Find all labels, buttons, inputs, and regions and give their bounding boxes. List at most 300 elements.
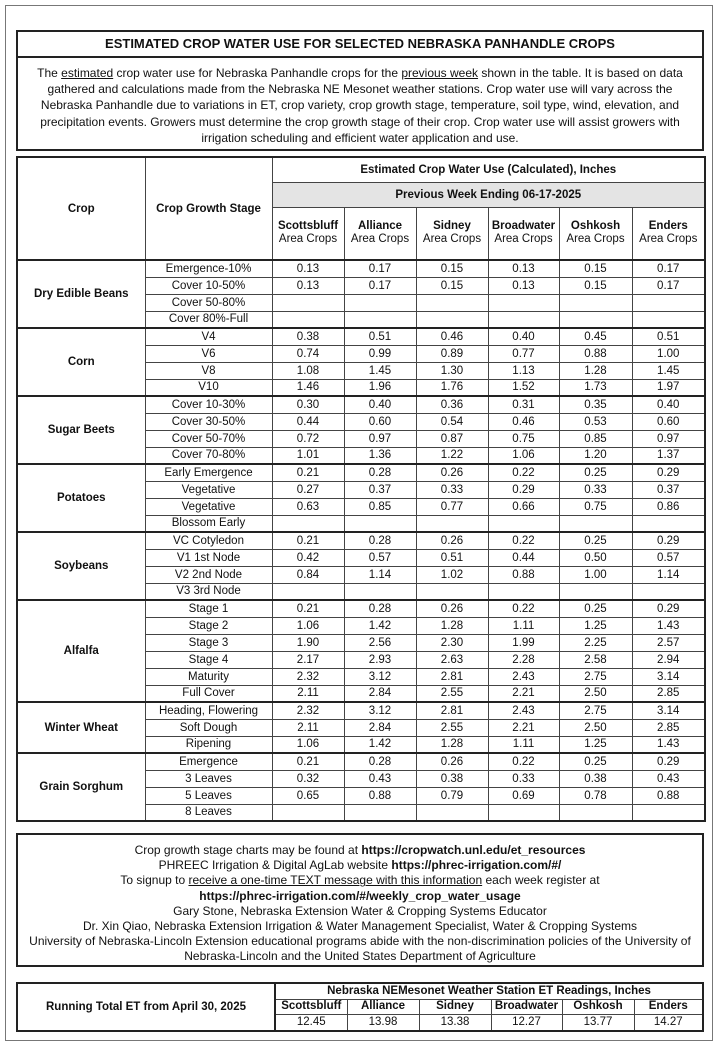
crop-water-use-table	[16, 156, 706, 822]
water-use-value: 0.87	[416, 430, 488, 447]
week-header: Previous Week Ending 06-17-2025	[272, 182, 705, 207]
water-use-value: 2.21	[488, 719, 559, 736]
growth-stage: V3 3rd Node	[145, 583, 272, 600]
water-use-value: 1.13	[488, 362, 559, 379]
station-header	[344, 207, 416, 260]
station-header	[272, 207, 344, 260]
water-use-value: 1.52	[488, 379, 559, 396]
crop-name: Grain Sorghum	[17, 753, 145, 821]
station-name: Scottsbluff	[277, 220, 339, 233]
table-row	[17, 702, 705, 719]
water-use-value: 1.37	[632, 447, 705, 464]
water-use-value: 0.43	[344, 770, 416, 787]
water-use-value: 0.99	[344, 345, 416, 362]
growth-stage: Soft Dough	[145, 719, 272, 736]
water-use-value: 0.63	[272, 498, 344, 515]
water-use-value: 0.22	[488, 600, 559, 617]
water-use-value: 0.31	[488, 396, 559, 413]
water-use-value: 3.14	[632, 668, 705, 685]
water-use-value: 0.29	[632, 532, 705, 549]
water-use-value	[416, 583, 488, 600]
water-use-value: 0.51	[632, 328, 705, 345]
water-use-value	[488, 311, 559, 328]
running-station-name: Enders	[634, 999, 702, 1015]
water-use-value: 1.11	[488, 617, 559, 634]
water-use-value: 2.25	[559, 634, 632, 651]
station-name: Sidney	[433, 220, 471, 233]
notes-line	[22, 858, 698, 873]
water-use-value: 2.50	[559, 685, 632, 702]
water-use-value: 1.45	[632, 362, 705, 379]
water-use-value: 0.26	[416, 464, 488, 481]
notes-emphasis: receive a one-time TEXT message with this information	[188, 873, 483, 888]
water-use-value: 2.50	[559, 719, 632, 736]
water-use-value: 2.28	[488, 651, 559, 668]
water-use-value: 0.33	[488, 770, 559, 787]
water-use-value: 0.75	[488, 430, 559, 447]
growth-stage: Cover 80%-Full	[145, 311, 272, 328]
water-use-value: 1.06	[272, 736, 344, 753]
water-use-value: 0.44	[488, 549, 559, 566]
water-use-value: 0.75	[559, 498, 632, 515]
crop-name: Dry Edible Beans	[17, 260, 145, 328]
water-use-value: 0.50	[559, 549, 632, 566]
water-use-value: 0.54	[416, 413, 488, 430]
water-use-value: 1.36	[344, 447, 416, 464]
water-use-value: 2.84	[344, 685, 416, 702]
water-use-value: 2.93	[344, 651, 416, 668]
water-use-value: 1.14	[344, 566, 416, 583]
estimate-header: Estimated Crop Water Use (Calculated), Inches	[272, 157, 705, 182]
water-use-value: 0.60	[344, 413, 416, 430]
running-station-name: Oshkosh	[562, 999, 634, 1015]
water-use-value: 0.22	[488, 464, 559, 481]
water-use-value: 0.37	[344, 481, 416, 498]
notes-box	[16, 833, 704, 967]
water-use-value: 0.32	[272, 770, 344, 787]
water-use-value: 2.85	[632, 719, 705, 736]
water-use-value	[488, 583, 559, 600]
growth-stage: Emergence	[145, 753, 272, 770]
water-use-value: 2.58	[559, 651, 632, 668]
water-use-value	[632, 583, 705, 600]
station-name: Alliance	[357, 220, 403, 233]
intro-paragraph	[26, 65, 694, 146]
water-use-value: 1.06	[272, 617, 344, 634]
water-use-value	[632, 311, 705, 328]
running-total-value: 13.98	[347, 1015, 419, 1030]
crop-name: Alfalfa	[17, 600, 145, 702]
growth-stage: Stage 1	[145, 600, 272, 617]
water-use-value	[272, 583, 344, 600]
water-use-value: 2.56	[344, 634, 416, 651]
water-use-value: 2.94	[632, 651, 705, 668]
water-use-value: 2.57	[632, 634, 705, 651]
water-use-value: 0.29	[632, 753, 705, 770]
specialist-credit: Dr. Xin Qiao, Nebraska Extension Irrigation & Water Management Specialist, Water & Cropping Systems	[82, 919, 637, 934]
running-total-value: 12.45	[275, 1015, 347, 1030]
water-use-value: 1.43	[632, 736, 705, 753]
growth-stage: V4	[145, 328, 272, 345]
water-use-value: 2.84	[344, 719, 416, 736]
water-use-value	[272, 311, 344, 328]
water-use-value: 0.13	[488, 277, 559, 294]
water-use-value: 0.28	[344, 600, 416, 617]
water-use-value: 3.12	[344, 668, 416, 685]
water-use-value	[488, 515, 559, 532]
growth-stage: 5 Leaves	[145, 787, 272, 804]
water-use-value: 2.55	[416, 685, 488, 702]
water-use-value: 1.14	[632, 566, 705, 583]
header-box	[16, 30, 704, 151]
notes-text	[22, 843, 698, 965]
station-subtitle: Area Crops	[422, 233, 482, 246]
water-use-value: 0.38	[559, 770, 632, 787]
water-use-value: 0.26	[416, 753, 488, 770]
station-name: Enders	[648, 220, 688, 233]
growth-stage: V2 2nd Node	[145, 566, 272, 583]
stage-column-header: Crop Growth Stage	[145, 157, 272, 260]
table-row	[17, 532, 705, 549]
water-use-value: 0.22	[488, 532, 559, 549]
water-use-value: 1.00	[559, 566, 632, 583]
water-use-value: 1.42	[344, 617, 416, 634]
growth-stage: V6	[145, 345, 272, 362]
water-use-value: 2.21	[488, 685, 559, 702]
growth-stage: Vegetative	[145, 498, 272, 515]
water-use-value: 0.38	[272, 328, 344, 345]
running-total-table	[18, 984, 702, 1030]
growth-stage: Cover 10-50%	[145, 277, 272, 294]
water-use-value: 2.11	[272, 719, 344, 736]
water-use-value: 0.13	[272, 277, 344, 294]
water-use-value: 0.25	[559, 464, 632, 481]
water-use-value: 1.45	[344, 362, 416, 379]
notes-line	[22, 889, 698, 904]
growth-stage: Stage 3	[145, 634, 272, 651]
growth-stage: 8 Leaves	[145, 804, 272, 821]
water-use-value: 3.12	[344, 702, 416, 719]
water-use-value: 1.43	[632, 617, 705, 634]
water-use-value	[344, 804, 416, 821]
station-name: Oshkosh	[570, 220, 621, 233]
crop-name: Winter Wheat	[17, 702, 145, 753]
water-use-value: 0.13	[488, 260, 559, 277]
growth-stage: Cover 30-50%	[145, 413, 272, 430]
water-use-value: 1.25	[559, 617, 632, 634]
water-use-value: 0.21	[272, 532, 344, 549]
water-use-value: 0.45	[559, 328, 632, 345]
water-use-value: 1.28	[416, 736, 488, 753]
water-use-value	[559, 311, 632, 328]
crop-name: Corn	[17, 328, 145, 396]
water-use-value: 0.28	[344, 532, 416, 549]
notes-text: each week register at	[482, 873, 600, 888]
water-use-value: 1.25	[559, 736, 632, 753]
growth-stage: Cover 70-80%	[145, 447, 272, 464]
water-use-value	[344, 583, 416, 600]
water-use-value: 0.97	[344, 430, 416, 447]
growth-stage: V10	[145, 379, 272, 396]
water-use-value: 1.02	[416, 566, 488, 583]
water-use-value: 0.57	[632, 549, 705, 566]
water-use-value: 0.88	[632, 787, 705, 804]
water-use-value: 0.22	[488, 753, 559, 770]
water-use-value	[272, 515, 344, 532]
growth-stage: Early Emergence	[145, 464, 272, 481]
growth-stage: Stage 2	[145, 617, 272, 634]
water-use-value: 0.26	[416, 532, 488, 549]
water-use-value: 1.46	[272, 379, 344, 396]
water-use-value: 0.15	[416, 277, 488, 294]
station-subtitle: Area Crops	[494, 233, 553, 246]
station-subtitle: Area Crops	[566, 233, 625, 246]
water-use-value	[416, 311, 488, 328]
water-use-value: 2.32	[272, 702, 344, 719]
water-use-value: 0.35	[559, 396, 632, 413]
water-use-value: 0.21	[272, 464, 344, 481]
water-use-value: 0.88	[344, 787, 416, 804]
notes-text: To signup to	[120, 873, 189, 888]
growth-stage: Maturity	[145, 668, 272, 685]
water-use-value	[559, 294, 632, 311]
water-use-value: 1.97	[632, 379, 705, 396]
water-use-value: 0.46	[488, 413, 559, 430]
water-use-value: 0.28	[344, 753, 416, 770]
water-use-value: 2.75	[559, 668, 632, 685]
intro-emphasis: previous week	[401, 66, 479, 80]
growth-stage: Vegetative	[145, 481, 272, 498]
water-use-value: 0.53	[559, 413, 632, 430]
water-use-value: 1.28	[559, 362, 632, 379]
notes-text: Crop growth stage charts may be found at	[134, 843, 362, 857]
water-use-value	[632, 804, 705, 821]
water-use-value: 2.32	[272, 668, 344, 685]
water-use-value	[559, 515, 632, 532]
water-use-value: 2.17	[272, 651, 344, 668]
station-header	[559, 207, 632, 260]
notes-text: PHREEC Irrigation & Digital AgLab website	[158, 858, 392, 873]
water-use-value: 0.37	[632, 481, 705, 498]
water-use-value: 0.88	[488, 566, 559, 583]
water-use-value: 0.17	[344, 260, 416, 277]
water-use-value: 0.46	[416, 328, 488, 345]
water-use-value: 1.42	[344, 736, 416, 753]
water-use-value: 0.13	[272, 260, 344, 277]
water-use-value: 1.90	[272, 634, 344, 651]
table-row	[17, 600, 705, 617]
table-row	[17, 753, 705, 770]
crop-name: Potatoes	[17, 464, 145, 532]
water-use-value	[416, 515, 488, 532]
water-use-value: 0.89	[416, 345, 488, 362]
water-use-value: 0.57	[344, 549, 416, 566]
running-total-value: 14.27	[634, 1015, 702, 1030]
water-use-value: 0.30	[272, 396, 344, 413]
water-use-value: 0.88	[559, 345, 632, 362]
water-use-value: 0.77	[488, 345, 559, 362]
cropwatch-link[interactable]: https://cropwatch.unl.edu/et_resources	[361, 843, 586, 857]
water-use-value: 0.84	[272, 566, 344, 583]
water-use-value: 0.78	[559, 787, 632, 804]
table-row	[17, 464, 705, 481]
running-station-name: Scottsbluff	[275, 999, 347, 1015]
water-use-value: 0.74	[272, 345, 344, 362]
running-total-value: 12.27	[491, 1015, 562, 1030]
water-use-value	[559, 804, 632, 821]
water-use-value: 0.66	[488, 498, 559, 515]
water-use-value: 1.28	[416, 617, 488, 634]
water-use-value: 3.14	[632, 702, 705, 719]
intro-text: shown in the table. It is based on data gathered and calculations made from the Nebraska NE Mesonet weather stations. Crop water use will vary across the Nebraska Panhandle due to variations in ET, crop variety, crop growth stage, temperature, soil type, wind, elevation, and precipitation events. Growers must determine the crop growth stage of their crop. Crop water use will assist growers with irrigation scheduling and efficient water application and use.	[40, 66, 683, 145]
water-use-value	[632, 294, 705, 311]
water-use-value: 0.51	[416, 549, 488, 566]
station-name: Broadwater	[491, 220, 556, 233]
water-use-value: 0.17	[632, 260, 705, 277]
water-use-value	[632, 515, 705, 532]
water-use-value: 2.75	[559, 702, 632, 719]
water-use-value: 0.44	[272, 413, 344, 430]
water-use-value: 0.29	[632, 600, 705, 617]
growth-stage: Blossom Early	[145, 515, 272, 532]
water-use-value: 1.22	[416, 447, 488, 464]
station-header	[488, 207, 559, 260]
running-total-header: Nebraska NEMesonet Weather Station ET Readings, Inches	[275, 984, 702, 999]
water-use-value: 2.30	[416, 634, 488, 651]
water-use-value: 0.25	[559, 532, 632, 549]
station-subtitle: Area Crops	[278, 233, 338, 246]
growth-stage: Emergence-10%	[145, 260, 272, 277]
table-row	[17, 328, 705, 345]
growth-stage: Full Cover	[145, 685, 272, 702]
water-use-value: 2.63	[416, 651, 488, 668]
water-use-value: 0.26	[416, 600, 488, 617]
growth-stage: Stage 4	[145, 651, 272, 668]
running-total-value: 13.38	[419, 1015, 491, 1030]
water-use-value: 1.30	[416, 362, 488, 379]
water-use-value: 0.38	[416, 770, 488, 787]
water-use-value: 0.29	[488, 481, 559, 498]
water-use-value	[416, 804, 488, 821]
running-total-value: 13.77	[562, 1015, 634, 1030]
water-use-value: 1.11	[488, 736, 559, 753]
water-use-value: 2.43	[488, 702, 559, 719]
water-use-value: 0.51	[344, 328, 416, 345]
water-use-value: 2.55	[416, 719, 488, 736]
water-use-value: 0.28	[344, 464, 416, 481]
water-use-value: 0.33	[559, 481, 632, 498]
water-use-value	[344, 294, 416, 311]
water-use-value: 0.33	[416, 481, 488, 498]
intro-emphasis: estimated	[61, 66, 114, 80]
water-use-value: 0.42	[272, 549, 344, 566]
water-use-value: 2.81	[416, 702, 488, 719]
water-use-value: 1.99	[488, 634, 559, 651]
water-use-value: 0.77	[416, 498, 488, 515]
water-use-value: 2.85	[632, 685, 705, 702]
station-header	[416, 207, 488, 260]
water-use-value: 1.00	[632, 345, 705, 362]
water-use-value: 1.08	[272, 362, 344, 379]
table-row	[17, 260, 705, 277]
growth-stage: VC Cotyledon	[145, 532, 272, 549]
signup-link[interactable]: https://phrec-irrigation.com/#/weekly_crop_water_usage	[199, 888, 521, 903]
water-use-value: 0.15	[416, 260, 488, 277]
water-use-value: 1.06	[488, 447, 559, 464]
water-use-value: 0.85	[559, 430, 632, 447]
water-use-value: 0.21	[272, 600, 344, 617]
water-use-value: 0.40	[488, 328, 559, 345]
water-use-value: 0.97	[632, 430, 705, 447]
running-station-name: Broadwater	[491, 999, 562, 1015]
water-use-value	[559, 583, 632, 600]
educator-credit: Gary Stone, Nebraska Extension Water & Cropping Systems Educator	[173, 903, 547, 918]
station-header	[632, 207, 705, 260]
running-station-name: Sidney	[419, 999, 491, 1015]
intro-text: The	[37, 66, 62, 80]
water-use-value	[272, 294, 344, 311]
water-use-value: 0.86	[632, 498, 705, 515]
growth-stage: Ripening	[145, 736, 272, 753]
water-use-value	[488, 804, 559, 821]
water-use-value: 0.17	[632, 277, 705, 294]
running-total-label: Running Total ET from April 30, 2025	[18, 984, 275, 1030]
water-use-value: 0.25	[559, 753, 632, 770]
water-use-value: 0.15	[559, 277, 632, 294]
table-row	[17, 396, 705, 413]
water-use-value	[344, 515, 416, 532]
growth-stage: Heading, Flowering	[145, 702, 272, 719]
water-use-value: 0.21	[272, 753, 344, 770]
running-total-box	[16, 982, 704, 1032]
water-use-value	[416, 294, 488, 311]
water-use-value: 0.60	[632, 413, 705, 430]
intro-text: crop water use for Nebraska Panhandle crops for the	[113, 66, 402, 80]
crop-name: Soybeans	[17, 532, 145, 600]
water-use-value	[272, 804, 344, 821]
water-use-value: 0.72	[272, 430, 344, 447]
notes-line	[22, 873, 698, 888]
water-use-value: 0.85	[344, 498, 416, 515]
water-use-value: 0.40	[632, 396, 705, 413]
station-subtitle: Area Crops	[639, 233, 698, 246]
water-use-value: 1.76	[416, 379, 488, 396]
water-use-value: 1.96	[344, 379, 416, 396]
phrec-link[interactable]: https://phrec-irrigation.com/#/	[391, 858, 562, 873]
water-use-value: 2.43	[488, 668, 559, 685]
water-use-value	[344, 311, 416, 328]
nondiscrimination-statement: University of Nebraska-Lincoln Extension educational programs abide with the non-discrimination policies of the University of Nebraska-Lincoln and the United States Department of Agriculture	[29, 934, 691, 964]
running-station-name: Alliance	[347, 999, 419, 1015]
growth-stage: Cover 50-70%	[145, 430, 272, 447]
growth-stage: V8	[145, 362, 272, 379]
water-use-value: 0.65	[272, 787, 344, 804]
water-use-value: 0.69	[488, 787, 559, 804]
growth-stage: Cover 10-30%	[145, 396, 272, 413]
water-use-value: 2.81	[416, 668, 488, 685]
notes-line	[22, 843, 698, 858]
crop-column-header: Crop	[17, 157, 145, 260]
water-use-value: 0.15	[559, 260, 632, 277]
water-use-value: 0.17	[344, 277, 416, 294]
water-use-value: 0.25	[559, 600, 632, 617]
page-title: ESTIMATED CROP WATER USE FOR SELECTED NEBRASKA PANHANDLE CROPS	[18, 32, 702, 58]
water-use-value: 0.29	[632, 464, 705, 481]
water-use-value: 0.43	[632, 770, 705, 787]
water-use-value: 1.20	[559, 447, 632, 464]
water-use-value	[488, 294, 559, 311]
water-use-value: 0.36	[416, 396, 488, 413]
